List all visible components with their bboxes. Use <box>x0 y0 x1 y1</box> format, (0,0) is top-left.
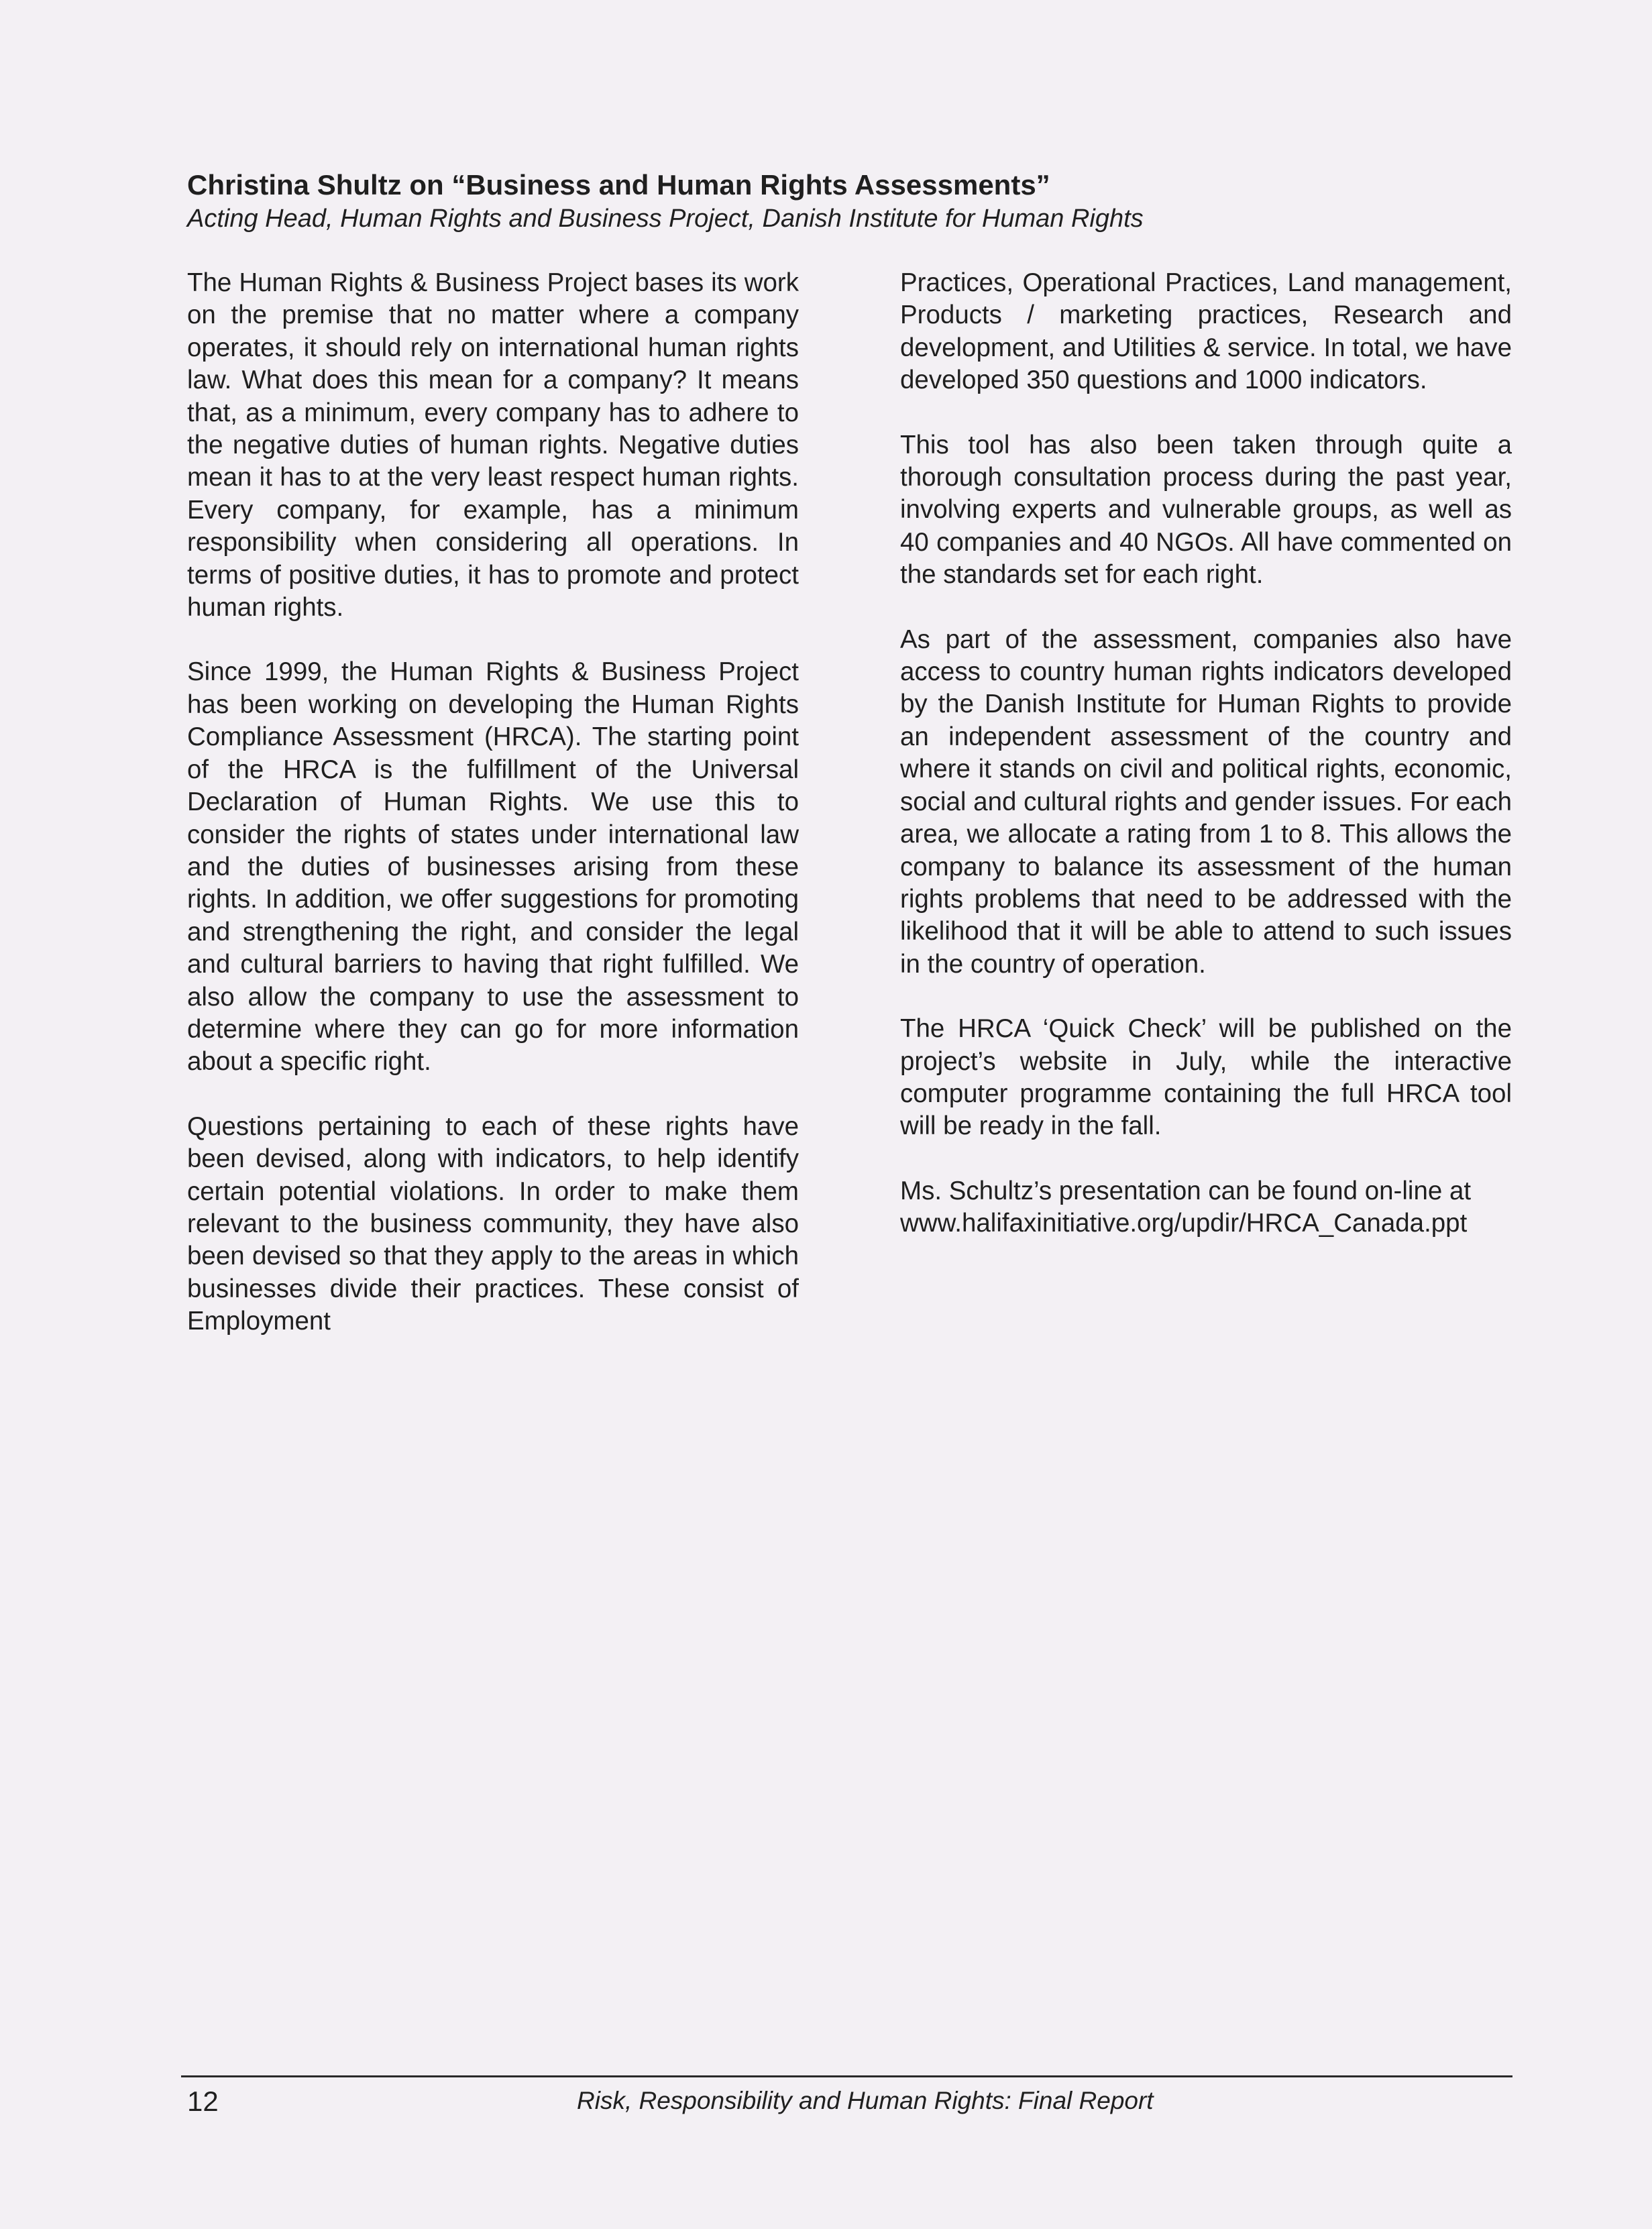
paragraph: The HRCA ‘Quick Check’ will be published on the project’s website in July, while the interactive computer programme containing the full HRCA tool will be ready in the fall. <box>900 1014 1512 1141</box>
presentation-url: www.halifaxinitiative.org/updir/HRCA_Canada.ppt <box>900 1209 1468 1238</box>
left-column <box>187 267 799 1370</box>
right-column <box>900 267 1512 1272</box>
presentation-note <box>900 1175 1512 1240</box>
article-title: Christina Shultz on “Business and Human Rights Assessments” <box>187 169 1050 201</box>
paragraph: The Human Rights & Business Project bases its work on the premise that no matter where a company operates, it should rely on international human rights law. What does this mean for a company? It means that, as a minimum, every company has to adhere to the negative duties of human rights. Negative duties mean it has to at the very least respect human rights. Every company, for example, has a minimum responsibility when considering all operations. In terms of positive duties, it has to promote and protect human rights. <box>187 268 799 622</box>
paragraph: Practices, Operational Practices, Land management, Products / marketing practices, Research and development, and Utilities & service. In total, we have developed 350 questions and 1000 indicators. <box>900 268 1512 395</box>
paragraph: This tool has also been taken through quite a thorough consultation process during the past year, involving experts and vulnerable groups, as well as 40 companies and 40 NGOs. All have commented on the standards set for each right. <box>900 430 1512 590</box>
footer-rule <box>181 2075 1512 2077</box>
footer-report-title: Risk, Responsibility and Human Rights: Final Report <box>577 2087 1154 2114</box>
paragraph: Questions pertaining to each of these rights have been devised, along with indicators, to help identify certain potential violations. In order to make them relevant to the business community, they have also been devised so that they apply to the areas in which businesses divide their practices. These consist of Employment <box>187 1111 799 1336</box>
paragraph: Since 1999, the Human Rights & Business Project has been working on developing the Human Rights Compliance Assessment (HRCA). The starting point of the HRCA is the fulfillment of the Universal Declaration of Human Rights. We use this to consider the rights of states under international law and the duties of businesses arising from these rights. In addition, we offer suggestions for promoting and strengthening the right, and consider the legal and cultural barriers to having that right fulfilled. We also allow the company to use the assessment to determine where they can go for more information about a specific right. <box>187 657 799 1077</box>
page-number: 12 <box>187 2085 219 2117</box>
article-subtitle: Acting Head, Human Rights and Business Project, Danish Institute for Human Rights <box>187 205 1144 233</box>
paragraph: As part of the assessment, companies also have access to country human rights indicators developed by the Danish Institute for Human Rights to provide an independent assessment of the country and where it stands on civil and political rights, economic, social and cultural rights and gender issues. For each area, we allocate a rating from 1 to 8. This allows the company to balance its assessment of the human rights problems that need to be addressed with the likelihood that it will be able to attend to such issues in the country of operation. <box>900 624 1512 979</box>
presentation-note-text: Ms. Schultz’s presentation can be found on-line at <box>900 1176 1472 1205</box>
